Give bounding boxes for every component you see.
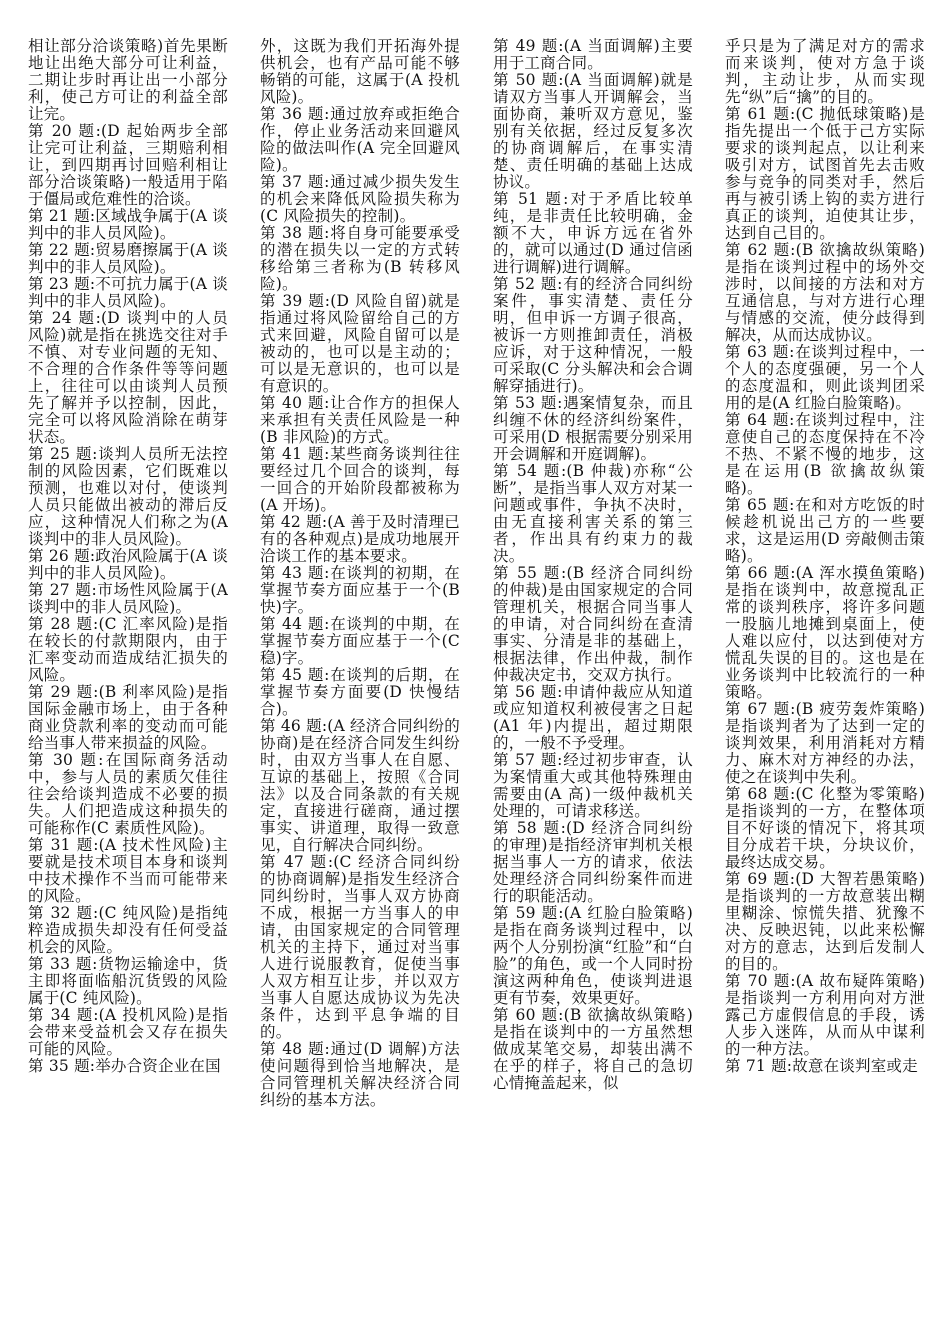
paragraph: 第 46 题:(A 经济合同纠纷的协商)是在经济合同发生纠纷时，由双方当事人在自愿、互谅的基础上，按照《合同法》以及合同条款的有关规定，直接进行磋商，通过摆事实、讲道理，取得一致意见，自行解决合同纠纷。 xyxy=(260,717,460,854)
paragraph: 第 65 题:在和对方吃饭的时候趁机说出己方的一些要求，这是运用(D 旁敲侧击策略)。 xyxy=(725,496,925,565)
paragraph: 第 21 题:区域战争属于(A 谈判中的非人员风险)。 xyxy=(28,207,228,242)
paragraph: 第 62 题:(B 欲擒故纵策略)是指在谈判过程中的场外交涉时，以间接的方法和对方互通信息，与对方进行心理与情感的交流，使分歧得到解决，从而达成协议。 xyxy=(725,241,925,344)
paragraph: 第 48 题:通过(D 调解)方法使问题得到恰当地解决，是合同管理机关解决经济合同纠纷的基本方法。 xyxy=(260,1040,460,1109)
paragraph: 外，这既为我们开拓海外提供机会，也有产品可能不够畅销的可能，这属于(A 投机风险)。 xyxy=(260,38,460,106)
paragraph: 第 34 题:(A 投机风险)是指会带来受益机会又存在损失可能的风险。 xyxy=(28,1006,228,1058)
paragraph: 第 56 题:申请仲裁应从知道或应知道权利被侵害之日起(A1 年)内提出，超过期限的，一般不予受理。 xyxy=(493,683,693,752)
paragraph: 第 24 题:(D 谈判中的人员风险)就是指在挑选交往对手不慎、对专业问题的无知、不合理的合作条件等等问题上，往往可以由谈判人员预先了解并予以控制，因此，完全可以将风险消除在萌芽状态。 xyxy=(28,309,228,446)
paragraph: 第 38 题:将自身可能要承受的潜在损失以一定的方式转移给第三者称为(B 转移风险)。 xyxy=(260,224,460,293)
paragraph: 第 29 题:(B 利率风险)是指国际金融市场上，由于各种商业贷款利率的变动而可能给当事人带来损益的风险。 xyxy=(28,683,228,752)
paragraph: 第 22 题:贸易磨擦属于(A 谈判中的非人员风险)。 xyxy=(28,241,228,276)
paragraph: 第 28 题:(C 汇率风险)是指在较长的付款期限内，由于汇率变动而造成结汇损失的风险。 xyxy=(28,615,228,684)
paragraph: 第 33 题:货物运输途中，货主即将面临船沉货毁的风险属于(C 纯风险)。 xyxy=(28,955,228,1007)
paragraph: 第 66 题:(A 浑水摸鱼策略)是指在谈判中，故意搅乱正常的谈判秩序，将许多问题一股脑儿地摊到桌面上，使人难以应付，以达到使对方慌乱失误的目的。这也是在业务谈判中比较流行的一种策略。 xyxy=(725,564,925,701)
paragraph: 第 59 题:(A 红脸白脸策略)是指在商务谈判过程中，以两个人分别扮演“红脸”和“白脸”的角色，或一个人同时扮演这两种角色，使谈判进退更有节奏，效果更好。 xyxy=(493,904,693,1007)
paragraph: 第 50 题:(A 当面调解)就是请双方当事人开调解会，当面协商，兼听双方意见，鉴别有关依据，经过反复多次的协商调解后，在事实清楚、责任明确的基础上达成协议。 xyxy=(493,71,693,191)
text-column-4 xyxy=(725,38,925,1338)
paragraph: 第 32 题:(C 纯风险)是指纯粹造成损失却没有任何受益机会的风险。 xyxy=(28,904,228,956)
paragraph: 第 63 题:在谈判过程中，一个人的态度强硬，另一个人的态度温和，则此谈判团采用的是(A 红脸白脸策略)。 xyxy=(725,343,925,412)
paragraph: 第 44 题:在谈判的中期，在掌握节奏方面应基于一个(C 稳)字。 xyxy=(260,615,460,667)
paragraph: 第 43 题:在谈判的初期，在掌握节奏方面应基于一个(B 快)字。 xyxy=(260,564,460,616)
paragraph: 第 39 题:(D 风险自留)就是指通过将风险留给自己的方式来回避，风险自留可以是被动的，也可以是主动的；可以是无意识的，也可以是有意识的。 xyxy=(260,292,460,395)
paragraph: 第 42 题:(A 善于及时清理已有的各种观点)是成功地展开洽谈工作的基本要求。 xyxy=(260,513,460,565)
paragraph: 相让部分洽谈策略)首先果断地让出绝大部分可让利益，二期让步时再让出一小部分利，使己方可让的利益全部让完。 xyxy=(28,38,228,123)
paragraph: 第 23 题:不可抗力属于(A 谈判中的非人员风险)。 xyxy=(28,275,228,310)
paragraph: 第 35 题:举办合资企业在国 xyxy=(28,1057,221,1075)
paragraph: 第 60 题:(B 欲擒故纵策略)是指在谈判中的一方虽然想做成某笔交易，却装出满不在乎的样子，将自己的急切心情掩盖起来，似 xyxy=(493,1006,693,1092)
text-column-1 xyxy=(28,38,228,1338)
paragraph: 第 30 题:在国际商务活动中，参与人员的素质欠佳往往会给谈判造成不必要的损失。人们把造成这种损失的可能称作(C 素质性风险)。 xyxy=(28,751,228,837)
paragraph: 第 36 题:通过放弃或拒绝合作，停止业务活动来回避风险的做法叫作(A 完全回避风险)。 xyxy=(260,105,460,174)
paragraph: 第 41 题:某些商务谈判往往要经过几个回合的谈判，每一回合的开始阶段都被称为(A 开场)。 xyxy=(260,445,460,514)
paragraph: 第 27 题:市场性风险属于(A 谈判中的非人员风险)。 xyxy=(28,581,228,616)
paragraph: 第 26 题:政治风险属于(A 谈判中的非人员风险)。 xyxy=(28,547,228,582)
paragraph: 第 54 题:(B 仲裁)亦称“公断”，是指当事人双方对某一问题或事件，争执不决时，由无直接利害关系的第三者，作出具有约束力的裁决。 xyxy=(493,462,693,565)
paragraph: 第 47 题:(C 经济合同纠纷的协商调解)是指发生经济合同纠纷时，当事人双方协商不成，根据一方当事人的申请，由国家规定的合同管理机关的主持下，通过对当事人进行说服教育，促使当事人双方相互让步，并以双方当事人自愿达成协议为先决条件，达到平息争端的目的。 xyxy=(260,853,460,1041)
paragraph: 第 53 题:遇案情复杂，而且纠缠不休的经济纠纷案件，可采用(D 根据需要分别采用开会调解和开庭调解)。 xyxy=(493,394,693,463)
paragraph: 第 58 题:(D 经济合同纠纷的审理)是指经济审判机关根据当事人一方的请求，依法处理经济合同纠纷案件而进行的职能活动。 xyxy=(493,819,693,905)
paragraph: 第 20 题:(D 起始两步全部让完可让利益，三期赔利相让，到四期再讨回赔利相让部分洽谈策略)一般适用于陷于僵局或危难性的洽谈。 xyxy=(28,122,228,208)
paragraph: 第 25 题:谈判人员所无法控制的风险因素，它们既难以预测，也难以对付，使谈判人员只能做出被动的滞后反应，这种情况人们称之为(A 谈判中的非人员风险)。 xyxy=(28,445,228,548)
paragraph: 第 57 题:经过初步审查，认为案情重大或其他特殊理由需要由(A 高)一级仲裁机关处理的，可请求移送。 xyxy=(493,751,693,820)
paragraph: 第 71 题:故意在谈判室或走 xyxy=(725,1057,918,1075)
paragraph: 第 51 题:对于矛盾比较单纯，是非责任比较明确，金额不大，申诉方远在省外的，就可以通过(D 通过信函进行调解)进行调解。 xyxy=(493,190,693,276)
paragraph: 第 40 题:让合作方的担保人来承担有关责任风险是一种(B 非风险)的方式。 xyxy=(260,394,460,446)
paragraph: 第 31 题:(A 技术性风险)主要就是技术项目本身和谈判中技术操作不当而可能带来的风险。 xyxy=(28,836,228,905)
paragraph: 第 64 题:在谈判过程中，注意使自己的态度保持在不冷不热、不紧不慢的地步，这是在运用(B 欲擒故纵策略)。 xyxy=(725,411,925,497)
paragraph: 第 67 题:(B 疲劳轰炸策略)是指谈判者为了达到一定的谈判效果，利用消耗对方精力、麻木对方神经的办法，使之在谈判中失利。 xyxy=(725,700,925,786)
text-column-2 xyxy=(260,38,460,1338)
paragraph: 第 49 题:(A 当面调解)主要用于工商合同。 xyxy=(493,38,693,72)
paragraph: 第 68 题:(C 化整为零策略)是指谈判的一方，在整体项目不好谈的情况下，将其项目分成若干块，分块议价，最终达成交易。 xyxy=(725,785,925,871)
paragraph: 第 45 题:在谈判的后期，在掌握节奏方面要(D 快慢结合)。 xyxy=(260,666,460,718)
paragraph: 乎只是为了满足对方的需求而来谈判，使对方急于谈判，主动让步，从而实现先“纵”后“擒”的目的。 xyxy=(725,38,925,106)
paragraph: 第 52 题:有的经济合同纠纷案件，事实清楚、责任分明，但申诉一方调子很高，被诉一方则推卸责任，消极应诉，对于这种情况，一般可采取(C 分头解决和会合调解穿插进行)。 xyxy=(493,275,693,395)
paragraph: 第 69 题:(D 大智若愚策略)是指谈判的一方故意装出糊里糊涂、惊慌失措、犹豫不决、反映迟钝，以此来松懈对方的意志，达到后发制人的目的。 xyxy=(725,870,925,973)
paragraph: 第 37 题:通过减少损失发生的机会来降低风险损失称为(C 风险损失的控制)。 xyxy=(260,173,460,225)
paragraph: 第 70 题:(A 故布疑阵策略)是指谈判一方利用向对方泄露己方虚假信息的手段，诱人步入迷阵，从而从中谋利的一种方法。 xyxy=(725,972,925,1058)
paragraph: 第 55 题:(B 经济合同纠纷的仲裁)是由国家规定的合同管理机关，根据合同当事人的申请，对合同纠纷在查清事实、分清是非的基础上，根据法律，作出仲裁，制作仲裁决定书，交双方执行。 xyxy=(493,564,693,684)
paragraph: 第 61 题:(C 抛低球策略)是指先提出一个低于己方实际要求的谈判起点，以让利来吸引对方，试图首先去击败参与竞争的同类对手，然后再与被引诱上钩的卖方进行真正的谈判，迫使其让步，达到自己目的。 xyxy=(725,105,925,242)
text-column-3 xyxy=(493,38,693,1338)
